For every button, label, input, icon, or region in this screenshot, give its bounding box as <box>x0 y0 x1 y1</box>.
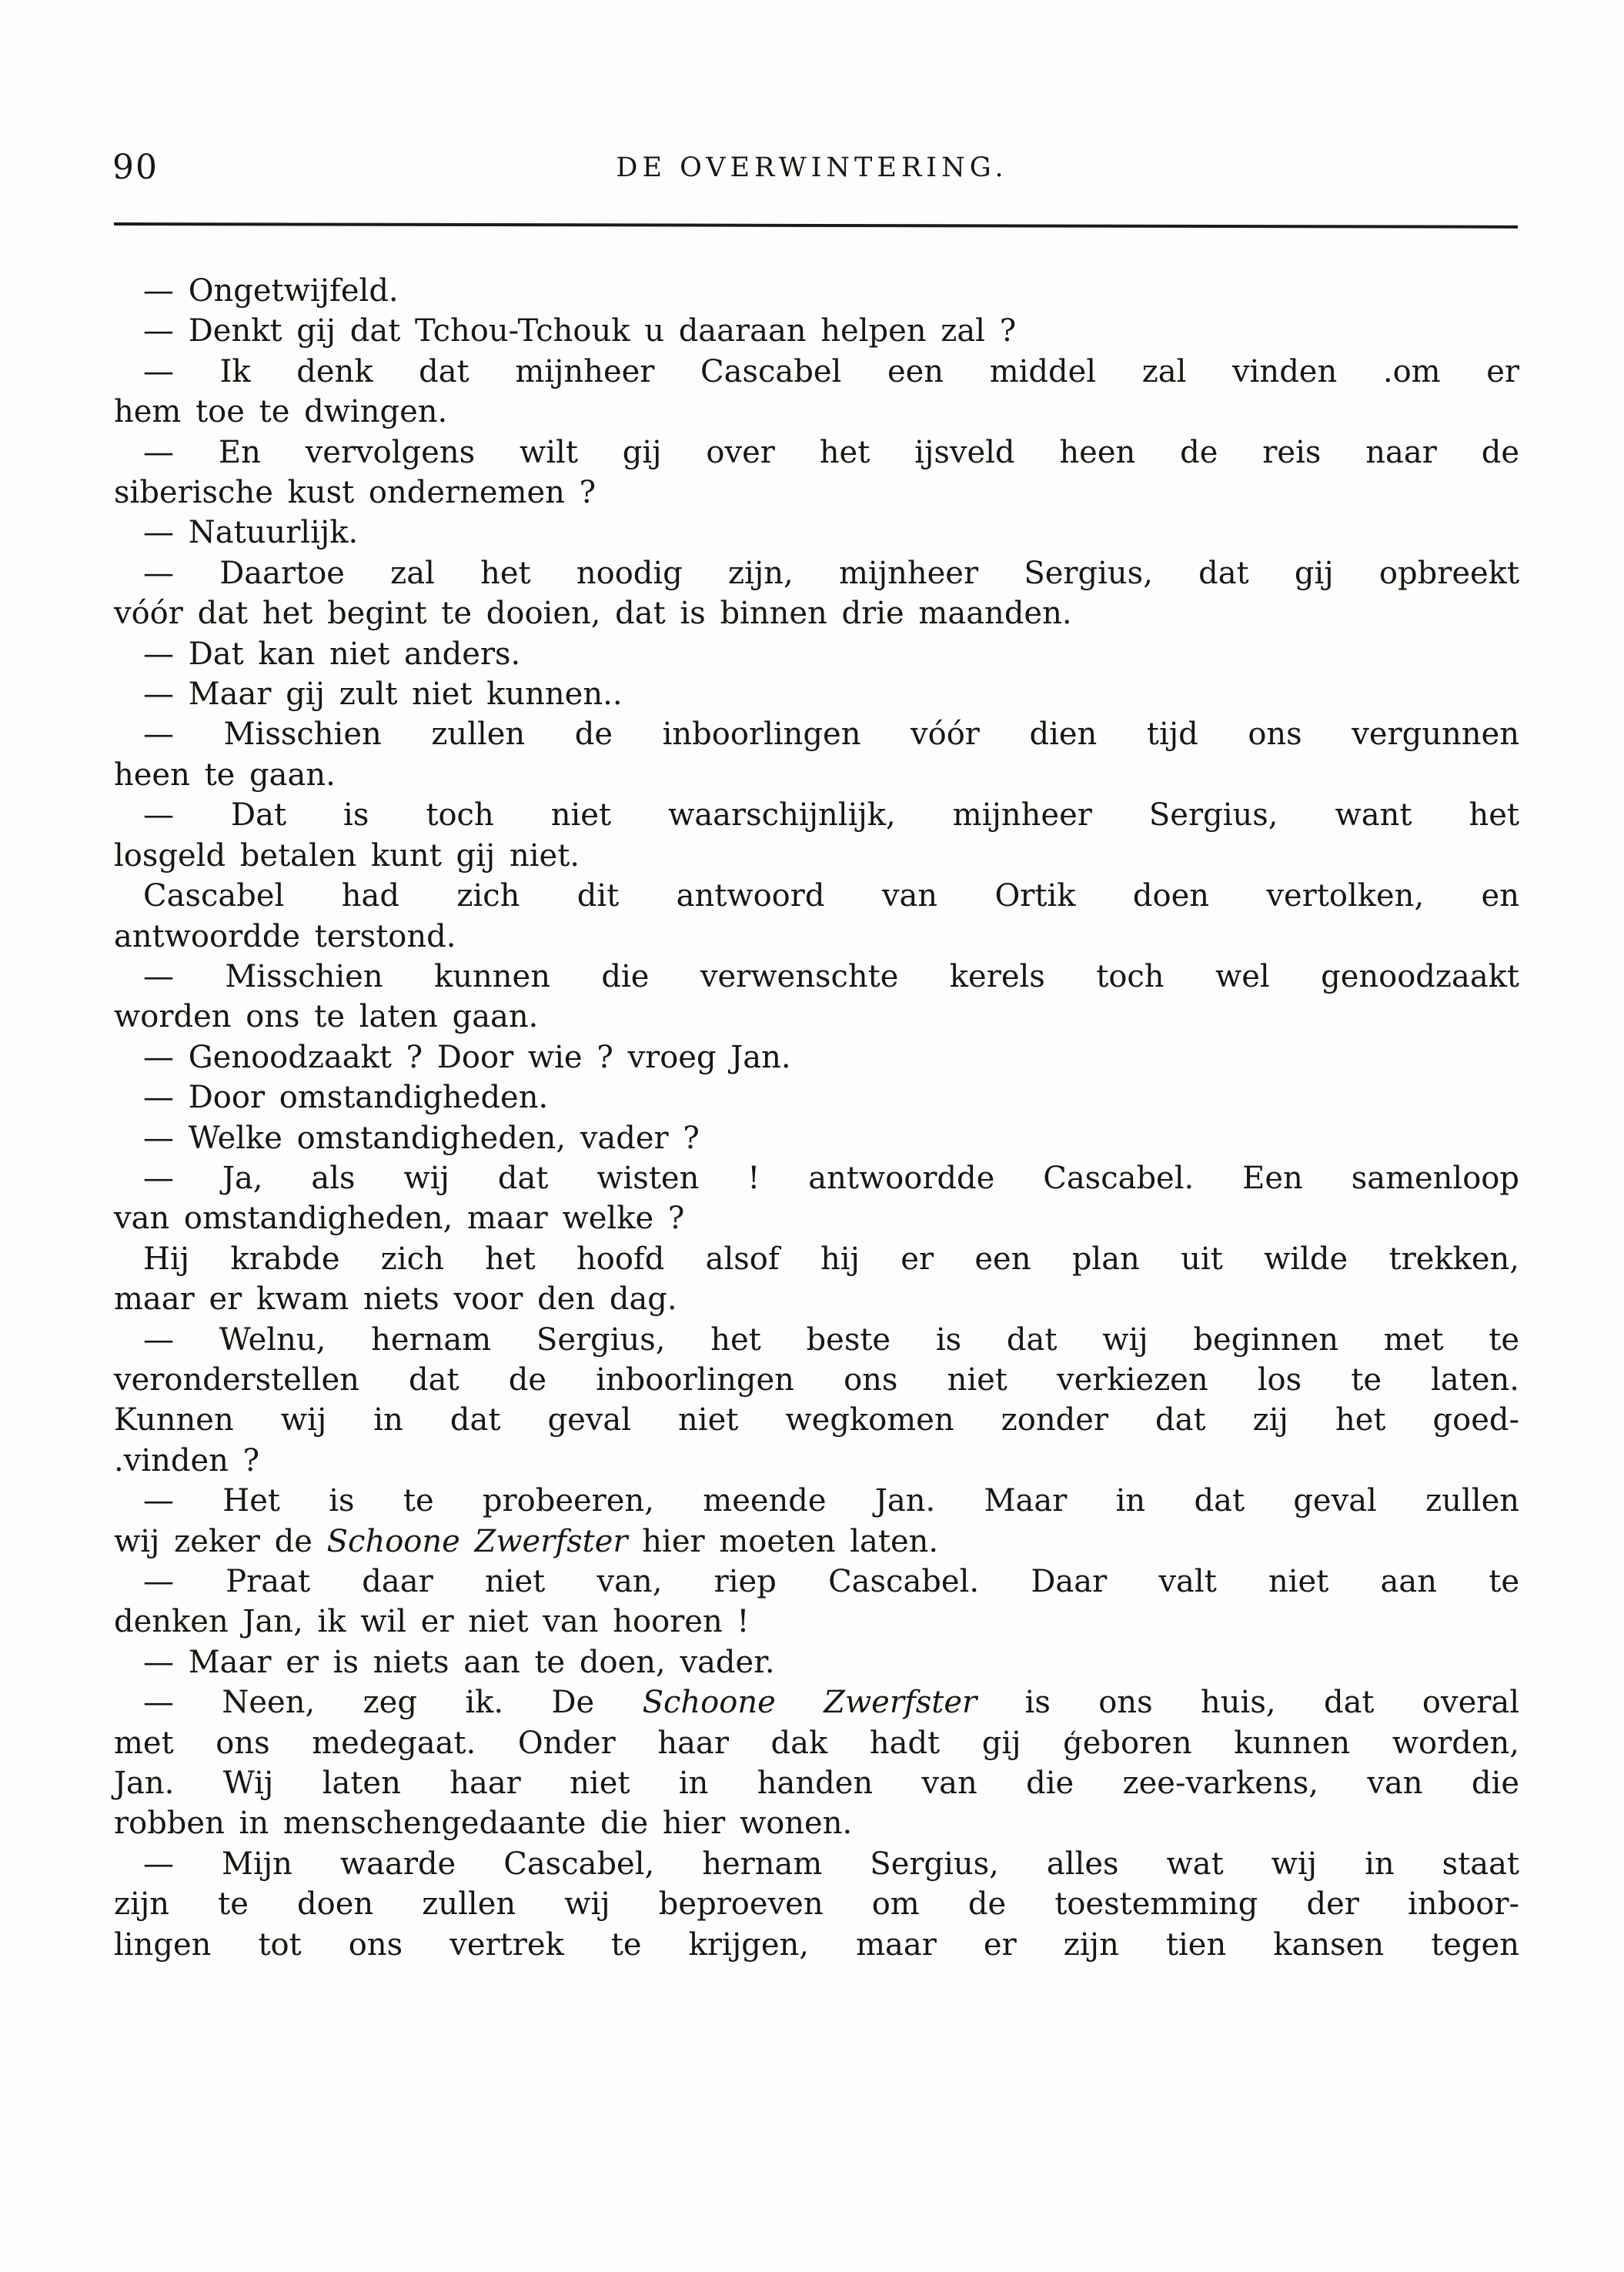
text-line <box>114 755 1519 795</box>
text-run: lingen tot ons vertrek te krijgen, maar er zijn tien kansen tegen <box>114 1926 1519 1963</box>
text-line <box>114 1925 1519 1965</box>
paragraph <box>114 1078 1519 1118</box>
text-line <box>114 1723 1519 1763</box>
text-run: Cascabel had zich dit antwoord van Ortik doen vertolken, en <box>143 878 1519 914</box>
text-line <box>114 714 1519 754</box>
book-title-italic: Schoone Zwerfster <box>326 1523 628 1559</box>
text-run: Kunnen wij in dat geval niet wegkomen zonder dat zij het goed- <box>114 1402 1519 1438</box>
paragraph <box>114 1037 1519 1078</box>
paragraph <box>114 1481 1519 1562</box>
text-line <box>114 1158 1519 1198</box>
text-line <box>114 634 1519 674</box>
text-run: — Neen, zeg ik. De <box>143 1685 643 1721</box>
text-run: — Genoodzaakt ? Door wie ? vroeg Jan. <box>143 1039 791 1075</box>
text-run: — Dat is toch niet waarschijnlijk, mijnheer Sergius, want het <box>143 797 1519 834</box>
text-line <box>114 1803 1519 1843</box>
paragraph <box>114 795 1519 876</box>
text-run: — Welnu, hernam Sergius, het beste is dat wij beginnen met te <box>143 1321 1519 1358</box>
text-line <box>114 352 1519 392</box>
text-run: losgeld betalen kunt gij niet. <box>114 837 580 874</box>
text-run: .vinden ? <box>114 1442 260 1478</box>
text-run: — Daartoe zal het noodig zijn, mijnheer Sergius, dat gij opbreekt <box>143 555 1519 591</box>
paragraph <box>114 634 1519 674</box>
text-run: — Het is te probeeren, meende Jan. Maar in dat geval zullen <box>143 1483 1519 1519</box>
text-line <box>114 1037 1519 1078</box>
text-run: is ons huis, dat overal <box>977 1685 1519 1721</box>
text-line <box>114 1642 1519 1682</box>
text-line <box>114 271 1519 311</box>
paragraph <box>114 714 1519 795</box>
text-run: — En vervolgens wilt gij over het ijsveld heen de reis naar de <box>143 434 1519 470</box>
text-run: worden ons te laten gaan. <box>114 999 539 1035</box>
text-line <box>114 1481 1519 1521</box>
paragraph <box>114 1320 1519 1482</box>
text-run: van omstandigheden, maar welke ? <box>114 1201 685 1237</box>
text-run: — Praat daar niet van, riep Cascabel. Daar valt niet aan te <box>143 1564 1519 1599</box>
text-block <box>114 271 1519 1965</box>
text-run: siberische kust ondernemen ? <box>114 475 596 511</box>
text-line <box>114 1198 1519 1238</box>
text-line <box>114 433 1519 473</box>
text-line <box>114 1441 1519 1481</box>
text-run: maar er kwam niets voor den dag. <box>114 1281 677 1318</box>
text-run: — Misschien kunnen die verwenschte kerels toch wel genoodzaakt <box>143 958 1519 994</box>
text-line <box>114 1360 1519 1400</box>
text-line <box>114 997 1519 1037</box>
text-line <box>114 513 1519 553</box>
paragraph <box>114 1844 1519 1965</box>
text-run: — Denkt gij dat Tchou-Tchouk u daaraan helpen zal ? <box>143 313 1017 349</box>
text-line <box>114 917 1519 957</box>
page-number: 90 <box>112 148 159 187</box>
text-line <box>114 311 1519 351</box>
text-line <box>114 1239 1519 1279</box>
text-run: denken Jan, ik wil er niet van hooren ! <box>114 1604 750 1640</box>
text-run: wij zeker de <box>114 1523 327 1559</box>
text-run: antwoordde terstond. <box>114 918 456 954</box>
text-run: robben in menschengedaante die hier wonen. <box>114 1806 853 1842</box>
text-line <box>114 1763 1519 1803</box>
text-run: vóór dat het begint te dooien, dat is binnen drie maanden. <box>114 596 1072 632</box>
text-line <box>114 957 1519 997</box>
paragraph <box>114 311 1519 351</box>
text-run: — Door omstandigheden. <box>143 1080 549 1116</box>
text-line <box>114 1118 1519 1158</box>
text-run: — Ja, als wij dat wisten ! antwoordde Cascabel. Een samenloop <box>143 1160 1519 1196</box>
text-run: Hij krabde zich het hoofd alsof hij er een plan uit wilde trekken, <box>143 1241 1519 1277</box>
text-run: hem toe te dwingen. <box>114 394 448 430</box>
text-run: — Ongetwijfeld. <box>143 273 399 309</box>
paragraph <box>114 1682 1519 1844</box>
text-run: — Maar gij zult niet kunnen.. <box>143 677 623 713</box>
paragraph <box>114 553 1519 634</box>
paragraph <box>114 271 1519 311</box>
paragraph <box>114 1158 1519 1239</box>
text-run: Jan. Wij laten haar niet in handen van die zee-varkens, van die <box>114 1766 1519 1802</box>
paragraph <box>114 876 1519 957</box>
paragraph <box>114 1562 1519 1642</box>
text-run: — Ik denk dat mijnheer Cascabel een middel zal vinden .om er <box>143 353 1519 389</box>
text-run: veronderstellen dat de inboorlingen ons niet verkiezen los te laten. <box>114 1362 1519 1398</box>
text-run: — Misschien zullen de inboorlingen vóór dien tijd ons vergunnen <box>143 717 1519 753</box>
text-run: — Dat kan niet anders. <box>143 636 521 672</box>
text-line <box>114 1279 1519 1319</box>
paragraph <box>114 1118 1519 1158</box>
text-line <box>114 1320 1519 1360</box>
text-line <box>114 1522 1519 1562</box>
text-line <box>114 392 1519 432</box>
text-run: — Welke omstandigheden, vader ? <box>143 1120 700 1156</box>
text-line <box>114 553 1519 593</box>
text-run: — Mijn waarde Cascabel, hernam Sergius, alles wat wij in staat <box>143 1846 1519 1882</box>
text-run: — Maar er is niets aan te doen, vader. <box>143 1644 775 1680</box>
text-run: heen te gaan. <box>114 757 336 793</box>
text-line <box>114 1884 1519 1924</box>
text-line <box>114 1602 1519 1642</box>
paragraph <box>114 352 1519 433</box>
text-run: met ons medegaat. Onder haar dak hadt gij ģeboren kunnen worden, <box>114 1725 1519 1761</box>
text-line <box>114 836 1519 876</box>
paragraph <box>114 674 1519 714</box>
text-run: hier moeten laten. <box>627 1523 939 1559</box>
text-line <box>114 473 1519 513</box>
text-line <box>114 1562 1519 1602</box>
book-title-italic: Schoone Zwerfster <box>642 1685 977 1721</box>
paragraph <box>114 433 1519 513</box>
text-line <box>114 1078 1519 1118</box>
paragraph <box>114 957 1519 1037</box>
text-line <box>114 1844 1519 1884</box>
header-rule <box>114 222 1518 229</box>
text-line <box>114 593 1519 633</box>
text-line <box>114 1400 1519 1440</box>
text-run: — Natuurlijk. <box>143 515 359 551</box>
text-line <box>114 1682 1519 1722</box>
paragraph <box>114 1239 1519 1320</box>
paragraph <box>114 513 1519 553</box>
text-line <box>114 674 1519 714</box>
paragraph <box>114 1642 1519 1682</box>
text-line <box>114 795 1519 835</box>
running-header-title: DE OVERWINTERING. <box>616 152 1008 183</box>
text-run: zijn te doen zullen wij beproeven om de toestemming der inboor- <box>114 1886 1519 1923</box>
text-line <box>114 876 1519 916</box>
